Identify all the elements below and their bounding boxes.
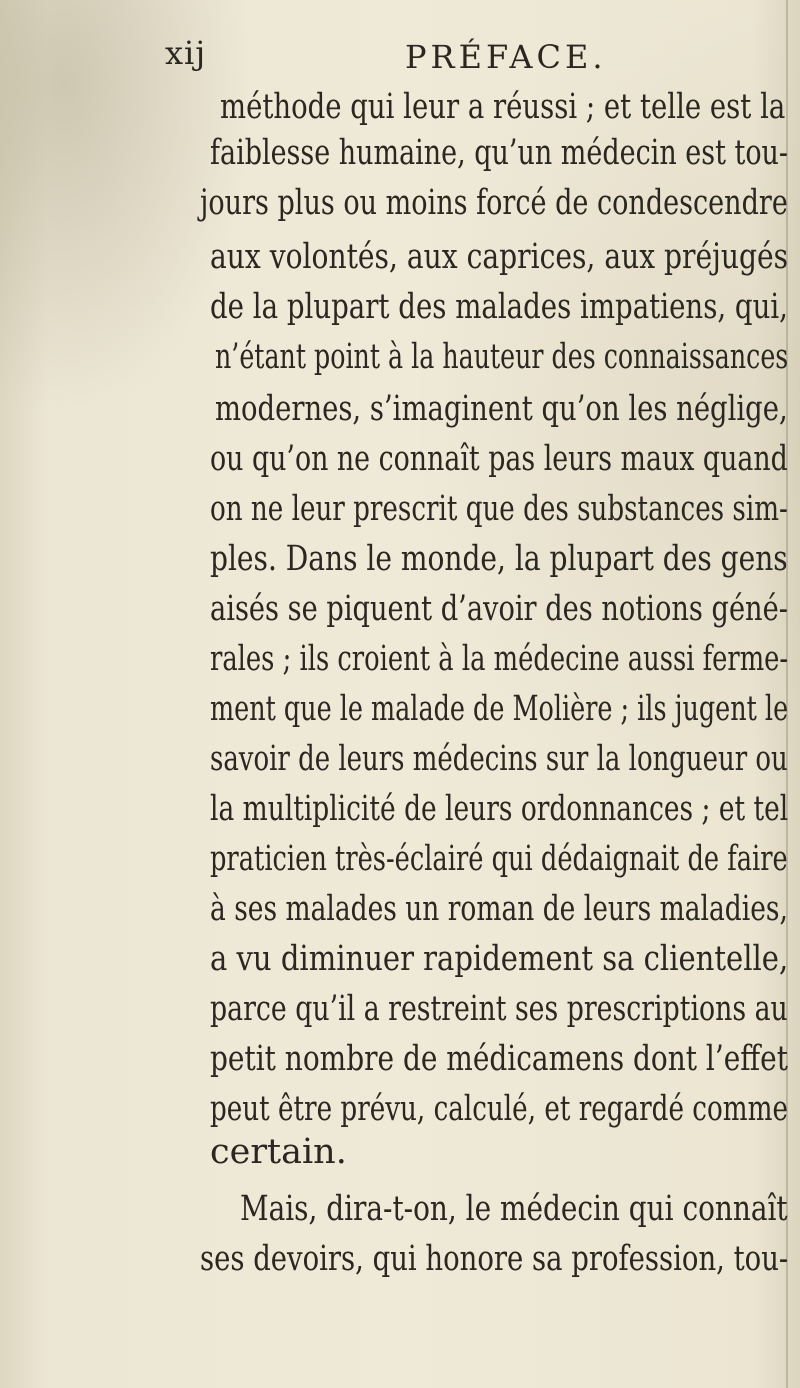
text-line: rales ; ils croient à la médecine aussi ferme- bbox=[210, 639, 789, 679]
text-line: peut être prévu, calculé, et regardé comme bbox=[210, 1089, 788, 1129]
page-header bbox=[165, 28, 725, 78]
text-line: faiblesse humaine, qu’un médecin est tou- bbox=[210, 133, 789, 173]
text-line: ou qu’on ne connaît pas leurs maux quand bbox=[210, 439, 788, 479]
text-line: petit nombre de médicamens dont l’effet bbox=[210, 1039, 788, 1079]
page-number: xij bbox=[165, 34, 207, 72]
text-line: on ne leur prescrit que des substances sim- bbox=[210, 489, 788, 529]
text-line: savoir de leurs médecins sur la longueur ou bbox=[210, 739, 788, 779]
text-line: méthode qui leur a réussi ; et telle est la bbox=[220, 87, 786, 127]
text-line: a vu diminuer rapidement sa clientelle, bbox=[210, 939, 789, 979]
text-line: de la plupart des malades impatiens, qui, bbox=[210, 287, 788, 327]
text-line: la multiplicité de leurs ordonnances ; et tel bbox=[210, 789, 789, 829]
text-line: certain. bbox=[210, 1132, 347, 1172]
text-line: n’étant point à la hauteur des connaissances bbox=[215, 337, 789, 377]
text-line: ment que le malade de Molière ; ils jugent le bbox=[210, 689, 789, 729]
text-line: praticien très-éclairé qui dédaignait de faire bbox=[210, 839, 788, 879]
running-title: PRÉFACE. bbox=[405, 38, 607, 76]
text-line: jours plus ou moins forcé de condescendre bbox=[200, 183, 788, 223]
text-line: aux volontés, aux caprices, aux préjugés bbox=[210, 237, 789, 277]
text-line: modernes, s’imaginent qu’on les néglige, bbox=[215, 389, 788, 429]
text-line: aisés se piquent d’avoir des notions géné- bbox=[210, 589, 788, 629]
text-line: parce qu’il a restreint ses prescriptions au bbox=[210, 989, 788, 1029]
text-line: à ses malades un roman de leurs maladies, bbox=[210, 889, 788, 929]
text-line: ples. Dans le monde, la plupart des gens bbox=[210, 539, 788, 579]
text-line: ses devoirs, qui honore sa profession, tou- bbox=[200, 1239, 789, 1279]
text-line: Mais, dira-t-on, le médecin qui connaît bbox=[240, 1189, 788, 1229]
